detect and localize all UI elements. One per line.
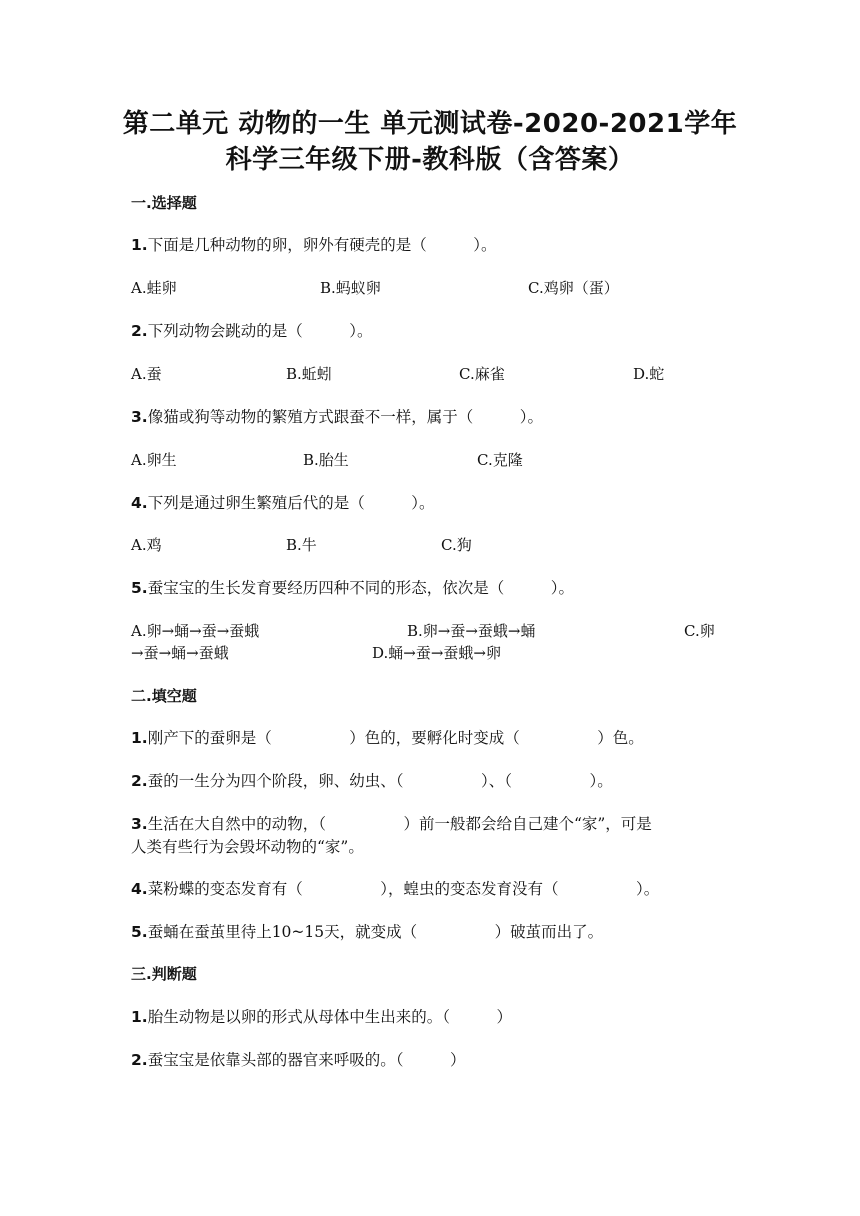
fill-question-3-line-2: 人类有些行为会毁坏动物的“家”。 xyxy=(131,838,364,856)
choice-3-option-b: B.胎生 xyxy=(303,451,349,469)
choice-2-option-a: A.蚕 xyxy=(131,365,162,383)
choice-5-option-d: D.蛹→蚕→蚕蛾→卵 xyxy=(372,644,501,662)
choice-4-option-c: C.狗 xyxy=(441,536,472,554)
choice-4-option-a: A.鸡 xyxy=(131,536,162,554)
choice-5-option-c: C.卵 xyxy=(684,622,715,640)
section-heading-fill: 二.填空题 xyxy=(131,687,197,705)
choice-1-option-b: B.蚂蚁卵 xyxy=(320,279,381,297)
choice-2-option-c: C.麻雀 xyxy=(459,365,505,383)
choice-4-option-b: B.牛 xyxy=(286,536,317,554)
fill-question-1: 1.刚产下的蚕卵是（ ）色的，要孵化时变成（ ）色。 xyxy=(131,729,644,747)
fill-question-3: 3.生活在大自然中的动物，（ ）前一般都会给自己建个“家”，可是 xyxy=(131,815,652,833)
section-heading-choice: 一.选择题 xyxy=(131,194,197,212)
fill-question-4: 4.菜粉蝶的变态发育有（ ），蝗虫的变态发育没有（ ）。 xyxy=(131,880,660,898)
choice-question-4: 4.下列是通过卵生繁殖后代的是（ ）。 xyxy=(131,494,435,512)
choice-1-option-c: C.鸡卵（蛋） xyxy=(528,279,619,297)
page-subtitle: 科学三年级下册-教科版（含答案） xyxy=(225,145,635,175)
choice-3-option-c: C.克隆 xyxy=(477,451,523,469)
judge-question-1: 1.胎生动物是以卵的形式从母体中生出来的。（ ） xyxy=(131,1008,512,1026)
choice-5-option-b: B.卵→蚕→蚕蛾→蛹 xyxy=(407,622,536,640)
choice-3-option-a: A.卵生 xyxy=(131,451,177,469)
choice-question-5: 5.蚕宝宝的生长发育要经历四种不同的形态，依次是（ ）。 xyxy=(131,579,574,597)
section-heading-judge: 三.判断题 xyxy=(131,965,197,983)
judge-question-2: 2.蚕宝宝是依靠头部的器官来呼吸的。（ ） xyxy=(131,1051,466,1069)
fill-question-5: 5.蚕蛹在蚕茧里待上10~15天，就变成（ ）破茧而出了。 xyxy=(131,923,604,941)
page-title: 第二单元 动物的一生 单元测试卷-2020-2021学年 xyxy=(122,109,738,139)
choice-question-2: 2.下列动物会跳动的是（ ）。 xyxy=(131,322,373,340)
choice-question-3: 3.像猫或狗等动物的繁殖方式跟蚕不一样，属于（ ）。 xyxy=(131,408,543,426)
choice-1-option-a: A.蛙卵 xyxy=(131,279,177,297)
choice-2-option-d: D.蛇 xyxy=(633,365,665,383)
choice-5-option-c-continued: →蚕→蛹→蚕蛾 xyxy=(131,644,229,662)
choice-5-option-a: A.卵→蛹→蚕→蚕蛾 xyxy=(131,622,260,640)
fill-question-2: 2.蚕的一生分为四个阶段，卵、幼虫、（ ）、（ ）。 xyxy=(131,772,613,790)
choice-2-option-b: B.蚯蚓 xyxy=(286,365,332,383)
choice-question-1: 1.下面是几种动物的卵，卵外有硬壳的是（ ）。 xyxy=(131,236,497,254)
